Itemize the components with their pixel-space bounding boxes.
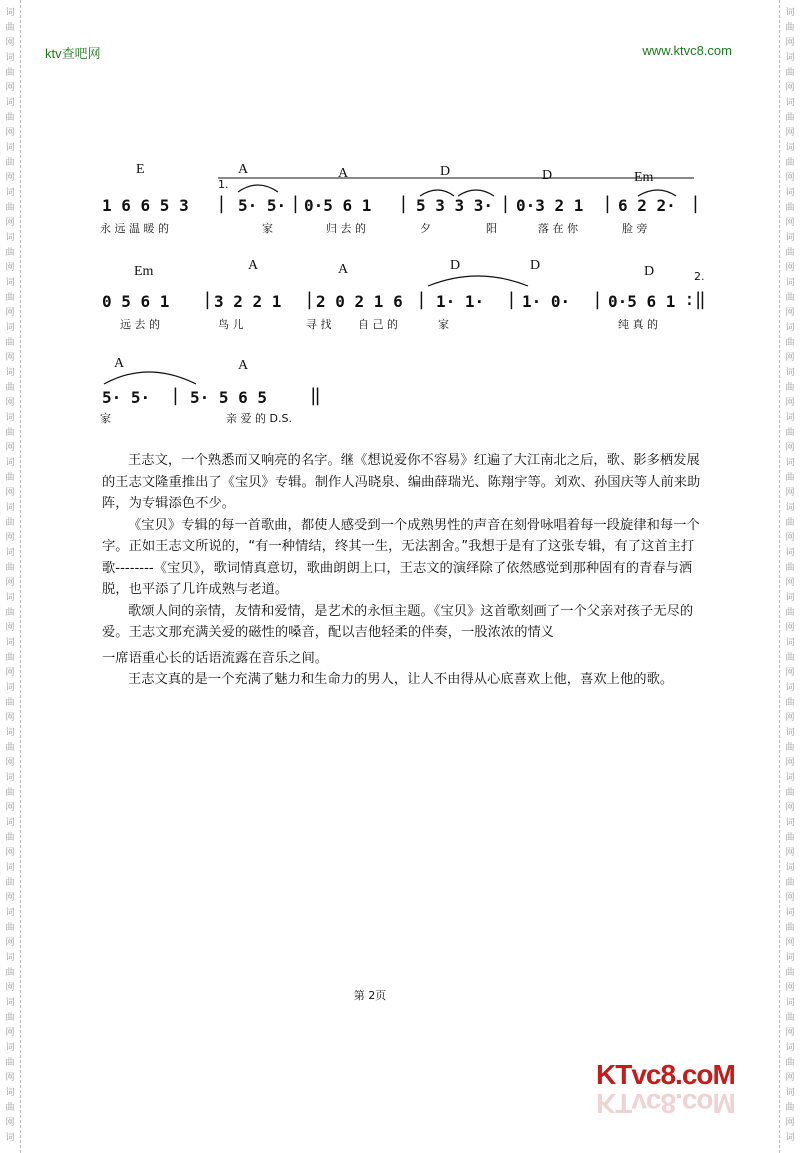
- side-watermark-glyph: 词: [785, 1088, 795, 1098]
- side-watermark-glyph: 曲: [5, 518, 15, 528]
- volta-marker: 2.: [694, 270, 705, 283]
- side-watermark-glyph: 词: [5, 143, 15, 153]
- side-watermark-glyph: 词: [785, 1133, 795, 1143]
- barline: |: [690, 193, 701, 214]
- side-watermark-glyph: 词: [785, 53, 795, 63]
- side-watermark-glyph: 曲: [785, 743, 795, 753]
- side-watermark-glyph: 曲: [785, 1103, 795, 1113]
- paragraph: 歌颂人间的亲情，友情和爱情，是艺术的永恒主题。《宝贝》这首歌刻画了一个父亲对孩子无尽的爱。王志文那充满关爱的磁性的嗓音，配以吉他轻柔的伴奏，一股浓浓的情义: [102, 603, 694, 640]
- side-watermark-glyph: 曲: [5, 608, 15, 618]
- side-watermark-glyph: 曲: [5, 1103, 15, 1113]
- side-watermark-glyph: 网: [785, 578, 795, 588]
- side-watermark-glyph: 曲: [785, 68, 795, 78]
- notes: 1· 0·: [522, 292, 571, 311]
- notes: 5 3 3 3·: [416, 196, 494, 215]
- barline: |: [416, 289, 427, 310]
- side-watermark-glyph: 词: [5, 863, 15, 873]
- side-watermark-glyph: 词: [785, 998, 795, 1008]
- chord: A: [238, 162, 249, 177]
- side-watermark-glyph: 网: [785, 713, 795, 723]
- side-watermark-glyph: 曲: [5, 113, 15, 123]
- chord: D: [542, 168, 553, 183]
- side-watermark-glyph: 词: [785, 908, 795, 918]
- score-line-3: [98, 354, 358, 434]
- side-watermark-glyph: 曲: [5, 743, 15, 753]
- notes: 5· 5 6 5: [190, 388, 268, 407]
- lyrics: 阳: [486, 222, 497, 235]
- side-watermark-glyph: 词: [785, 458, 795, 468]
- barline: |: [398, 193, 409, 214]
- chord: D: [530, 258, 541, 273]
- chord: Em: [634, 170, 654, 185]
- side-watermark-glyph: 网: [5, 533, 15, 543]
- side-watermark-glyph: 曲: [785, 293, 795, 303]
- side-watermark-glyph: 网: [5, 128, 15, 138]
- notes: 1· 1·: [436, 292, 485, 311]
- lyrics: 鸟 儿: [218, 318, 244, 331]
- side-watermark-glyph: 曲: [785, 878, 795, 888]
- side-watermark-glyph: 曲: [785, 473, 795, 483]
- lyrics: 寻 找: [306, 318, 332, 331]
- side-watermark-glyph: 曲: [5, 1013, 15, 1023]
- side-watermark-glyph: 网: [5, 668, 15, 678]
- side-watermark-glyph: 网: [785, 218, 795, 228]
- side-watermark-glyph: 词: [5, 8, 15, 18]
- side-watermark-glyph: 词: [5, 908, 15, 918]
- side-watermark-glyph: 曲: [785, 923, 795, 933]
- side-watermark-glyph: 词: [5, 953, 15, 963]
- side-watermark-glyph: 网: [785, 803, 795, 813]
- side-watermark-glyph: 网: [5, 308, 15, 318]
- side-watermark-glyph: 曲: [5, 968, 15, 978]
- lyrics: 家: [262, 222, 273, 235]
- header-site-name: ktv查吧网: [45, 46, 101, 61]
- notes: 0·3 2 1: [516, 196, 584, 215]
- side-watermark-glyph: 曲: [5, 158, 15, 168]
- side-watermark-glyph: 词: [785, 503, 795, 513]
- side-watermark-glyph: 曲: [785, 563, 795, 573]
- volta-marker: 1.: [218, 178, 229, 191]
- side-watermark-glyph: 曲: [785, 1013, 795, 1023]
- side-watermark-glyph: 词: [785, 683, 795, 693]
- side-watermark-glyph: 网: [785, 533, 795, 543]
- side-watermark-glyph: 网: [785, 83, 795, 93]
- barline: |: [202, 289, 213, 310]
- side-watermark-glyph: 曲: [5, 338, 15, 348]
- side-watermark-glyph: 词: [5, 773, 15, 783]
- chord: A: [338, 262, 349, 277]
- side-watermark-glyph: 曲: [5, 293, 15, 303]
- side-watermark-glyph: 网: [5, 983, 15, 993]
- side-watermark-glyph: 网: [5, 848, 15, 858]
- side-watermark-glyph: 网: [785, 173, 795, 183]
- side-watermark-glyph: 网: [785, 668, 795, 678]
- barline: |: [290, 193, 301, 214]
- side-watermark-glyph: 曲: [5, 878, 15, 888]
- side-watermark-glyph: 曲: [5, 428, 15, 438]
- side-watermark-glyph: 曲: [785, 203, 795, 213]
- side-watermark-glyph: 曲: [785, 383, 795, 393]
- lyrics: 夕: [420, 222, 431, 235]
- lyrics: 纯 真 的: [618, 318, 658, 331]
- side-watermark-glyph: 词: [5, 323, 15, 333]
- side-watermark-glyph: 网: [5, 488, 15, 498]
- side-watermark-glyph: 词: [785, 368, 795, 378]
- side-watermark-glyph: 曲: [5, 473, 15, 483]
- side-watermark-glyph: 网: [5, 1073, 15, 1083]
- side-watermark-glyph: 词: [5, 413, 15, 423]
- side-watermark-glyph: 词: [785, 278, 795, 288]
- side-watermark-glyph: 曲: [5, 203, 15, 213]
- paragraph: 《宝贝》专辑的每一首歌曲，都使人感受到一个成熟男性的声音在刻骨咏唱着每一段旋律和每一个字。正如王志文所说的，“有一种情结，终其一生，无法割舍。”我想于是有了这张专辑，有了这首主打歌--------《宝贝》，歌词情真意切，歌曲朗朗上口，王志文的演绎除了依然感觉到那种固有的青春与洒脱，也平添了几许成熟与老道。: [102, 517, 700, 597]
- barline: |: [500, 193, 511, 214]
- side-watermark-glyph: 词: [5, 548, 15, 558]
- lyrics: 脸 旁: [622, 222, 648, 235]
- side-watermark-glyph: 曲: [5, 788, 15, 798]
- side-watermark-glyph: 网: [785, 848, 795, 858]
- side-watermark-glyph: 网: [785, 38, 795, 48]
- side-watermark-glyph: 曲: [5, 383, 15, 393]
- side-watermark-glyph: 网: [5, 173, 15, 183]
- barline: |: [304, 289, 315, 310]
- notes: 5· 5·: [102, 388, 151, 407]
- side-watermark-glyph: 词: [785, 143, 795, 153]
- side-watermark-glyph: 词: [785, 863, 795, 873]
- barline: |: [602, 193, 613, 214]
- notes: 0 5 6 1: [102, 292, 170, 311]
- side-watermark-glyph: 词: [785, 593, 795, 603]
- side-watermark-glyph: 曲: [785, 158, 795, 168]
- side-watermark-glyph: 曲: [785, 653, 795, 663]
- barline: |: [216, 193, 227, 214]
- side-watermark-glyph: 词: [785, 728, 795, 738]
- side-watermark-glyph: 网: [785, 758, 795, 768]
- chord: A: [248, 258, 259, 273]
- repeat-end-barline: :‖: [684, 289, 706, 310]
- side-watermark-glyph: 曲: [5, 23, 15, 33]
- chord: A: [238, 358, 249, 373]
- side-watermark-glyph: 网: [5, 1118, 15, 1128]
- side-watermark-glyph: 曲: [5, 653, 15, 663]
- side-watermark-glyph: 词: [5, 1043, 15, 1053]
- side-watermark-glyph: 词: [785, 188, 795, 198]
- side-watermark-glyph: 词: [785, 773, 795, 783]
- chord: Em: [134, 264, 154, 279]
- side-watermark-glyph: 词: [785, 818, 795, 828]
- barline: |: [506, 289, 517, 310]
- side-watermark-glyph: 词: [785, 638, 795, 648]
- notes: 2 0 2 1 6: [316, 292, 403, 311]
- chord: D: [440, 164, 451, 179]
- paragraph: 一席语重心长的话语流露在音乐之间。: [102, 650, 329, 666]
- side-watermark-glyph: 词: [5, 98, 15, 108]
- side-watermark-glyph: 网: [785, 308, 795, 318]
- right-margin-watermark-strip: [779, 0, 800, 1153]
- side-watermark-glyph: 曲: [785, 338, 795, 348]
- side-watermark-glyph: 曲: [785, 428, 795, 438]
- side-watermark-glyph: 词: [5, 188, 15, 198]
- notes: 3 2 2 1: [214, 292, 282, 311]
- side-watermark-glyph: 网: [5, 623, 15, 633]
- chord: E: [136, 162, 145, 177]
- side-watermark-glyph: 曲: [785, 113, 795, 123]
- side-watermark-glyph: 曲: [785, 788, 795, 798]
- side-watermark-glyph: 曲: [785, 1058, 795, 1068]
- side-watermark-glyph: 网: [5, 938, 15, 948]
- lyrics: 落 在 你: [538, 222, 578, 235]
- side-watermark-glyph: 网: [5, 803, 15, 813]
- side-watermark-glyph: 词: [785, 98, 795, 108]
- notes: 6 2 2·: [618, 196, 676, 215]
- side-watermark-glyph: 网: [5, 758, 15, 768]
- side-watermark-glyph: 词: [785, 413, 795, 423]
- notes: 0·5 6 1: [304, 196, 372, 215]
- lyrics: 永 远 温 暖 的: [100, 222, 169, 235]
- side-watermark-glyph: 网: [5, 893, 15, 903]
- chord: D: [450, 258, 461, 273]
- site-logo: KTvc8.coM: [596, 1059, 735, 1090]
- side-watermark-glyph: 曲: [785, 968, 795, 978]
- side-watermark-glyph: 曲: [5, 923, 15, 933]
- side-watermark-glyph: 词: [5, 818, 15, 828]
- side-watermark-glyph: 词: [785, 1043, 795, 1053]
- side-watermark-glyph: 曲: [5, 248, 15, 258]
- side-watermark-glyph: 曲: [785, 833, 795, 843]
- lyrics: 亲 爱 的 D.S.: [226, 412, 292, 425]
- side-watermark-glyph: 网: [785, 398, 795, 408]
- lyrics: 归 去 的: [326, 222, 366, 235]
- side-watermark-glyph: 网: [785, 353, 795, 363]
- side-watermark-glyph: 网: [5, 713, 15, 723]
- side-watermark-glyph: 曲: [785, 608, 795, 618]
- side-watermark-glyph: 曲: [785, 698, 795, 708]
- side-watermark-glyph: 网: [5, 263, 15, 273]
- side-watermark-glyph: 网: [5, 398, 15, 408]
- side-watermark-glyph: 网: [785, 488, 795, 498]
- side-watermark-glyph: 网: [785, 983, 795, 993]
- chord: D: [644, 264, 655, 279]
- notes: 1 6 6 5 3: [102, 196, 189, 215]
- side-watermark-glyph: 网: [5, 353, 15, 363]
- lyrics: 远 去 的: [120, 318, 160, 331]
- header-site-url[interactable]: www.ktvc8.com: [642, 43, 732, 58]
- side-watermark-glyph: 词: [5, 53, 15, 63]
- side-watermark-glyph: 词: [785, 8, 795, 18]
- notes: 0·5 6 1: [608, 292, 676, 311]
- side-watermark-glyph: 网: [785, 263, 795, 273]
- side-watermark-glyph: 词: [5, 503, 15, 513]
- side-watermark-glyph: 曲: [5, 698, 15, 708]
- side-watermark-glyph: 网: [785, 938, 795, 948]
- final-barline: ‖: [310, 385, 321, 406]
- side-watermark-glyph: 网: [5, 218, 15, 228]
- paragraph: 王志文真的是一个充满了魅力和生命力的男人，让人不由得从心底喜欢上他，喜欢上他的歌。: [128, 672, 674, 687]
- chord: A: [338, 166, 349, 181]
- chord: A: [114, 356, 125, 371]
- side-watermark-glyph: 网: [5, 578, 15, 588]
- paragraph: 王志文，一个熟悉而又响亮的名字。继《想说爱你不容易》红遍了大江南北之后，歌、影多栖发展的王志文隆重推出了《宝贝》专辑。制作人冯晓泉、编曲薛瑞光、陈翔宇等。刘欢、孙国庆等人前来助阵，为专辑添色不少。: [102, 453, 701, 511]
- side-watermark-glyph: 词: [5, 638, 15, 648]
- lyrics: 家: [100, 412, 111, 425]
- barline: |: [170, 385, 181, 406]
- side-watermark-glyph: 词: [785, 953, 795, 963]
- side-watermark-glyph: 词: [5, 458, 15, 468]
- score-line-1: [98, 160, 701, 240]
- side-watermark-glyph: 词: [5, 998, 15, 1008]
- side-watermark-glyph: 词: [5, 233, 15, 243]
- side-watermark-glyph: 网: [5, 1028, 15, 1038]
- notes: 5· 5·: [238, 196, 287, 215]
- side-watermark-glyph: 网: [785, 623, 795, 633]
- side-watermark-glyph: 曲: [785, 518, 795, 528]
- side-watermark-glyph: 网: [785, 1073, 795, 1083]
- site-logo-reflection: KTvc8.coM: [596, 1088, 735, 1119]
- side-watermark-glyph: 网: [785, 1028, 795, 1038]
- article-text: [102, 450, 712, 691]
- side-watermark-glyph: 曲: [785, 23, 795, 33]
- side-watermark-glyph: 词: [5, 1133, 15, 1143]
- lyrics: 家: [438, 318, 449, 331]
- side-watermark-glyph: 词: [5, 683, 15, 693]
- side-watermark-glyph: 词: [5, 728, 15, 738]
- side-watermark-glyph: 词: [5, 593, 15, 603]
- barline: |: [592, 289, 603, 310]
- side-watermark-glyph: 网: [785, 1118, 795, 1128]
- side-watermark-glyph: 词: [5, 368, 15, 378]
- side-watermark-glyph: 词: [5, 1088, 15, 1098]
- side-watermark-glyph: 词: [785, 233, 795, 243]
- lyrics: 自 己 的: [358, 318, 398, 331]
- score-line-2: [98, 258, 718, 338]
- side-watermark-glyph: 网: [5, 83, 15, 93]
- side-watermark-glyph: 曲: [5, 833, 15, 843]
- side-watermark-glyph: 网: [785, 443, 795, 453]
- side-watermark-glyph: 网: [785, 893, 795, 903]
- side-watermark-glyph: 词: [785, 548, 795, 558]
- side-watermark-glyph: 曲: [5, 1058, 15, 1068]
- side-watermark-glyph: 词: [785, 323, 795, 333]
- left-margin-watermark-strip: [0, 0, 21, 1153]
- side-watermark-glyph: 曲: [785, 248, 795, 258]
- side-watermark-glyph: 词: [5, 278, 15, 288]
- side-watermark-glyph: 网: [5, 38, 15, 48]
- page-number: 第 2页: [353, 989, 387, 1002]
- side-watermark-glyph: 网: [5, 443, 15, 453]
- side-watermark-glyph: 曲: [5, 563, 15, 573]
- side-watermark-glyph: 网: [785, 128, 795, 138]
- side-watermark-glyph: 曲: [5, 68, 15, 78]
